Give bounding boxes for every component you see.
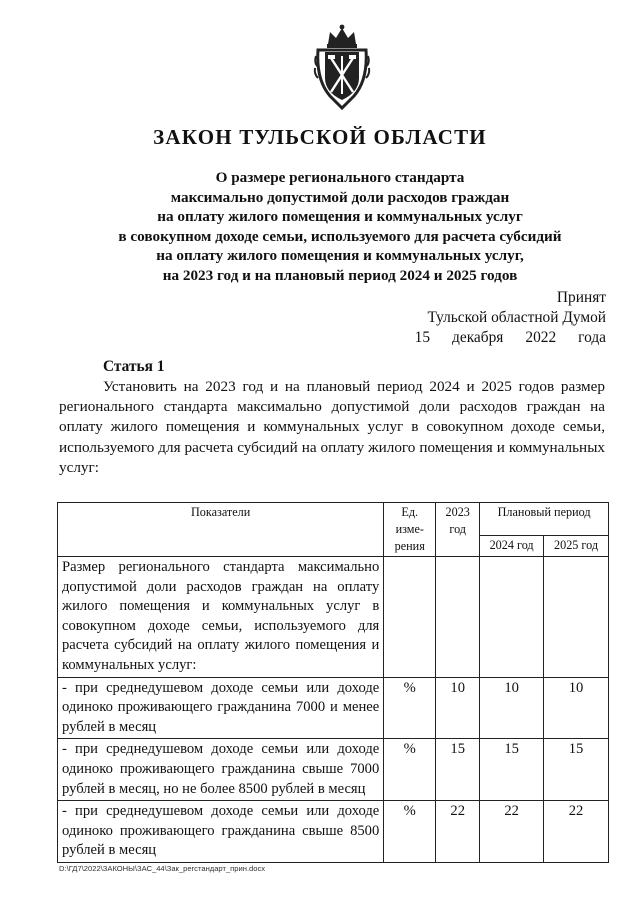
- table-row: [58, 801, 609, 863]
- row-value-2024: 22: [480, 801, 544, 863]
- row-unit: %: [384, 677, 436, 739]
- subject-line: в совокупном доходе семьи, используемого для расчета субсидий: [118, 227, 562, 245]
- row-value-2025: 15: [544, 739, 609, 801]
- subject-line: О размере регионального стандарта: [215, 169, 465, 186]
- adoption-year: 2022: [525, 329, 557, 346]
- table-row: [58, 739, 609, 801]
- subject-line: максимально допустимой доли расходов граждан: [170, 188, 510, 206]
- file-path-footer: D:\ГД7\2022\ЗАКОНЫ\ЗАС_44\Зак_регстандарт_прин.docx: [59, 864, 266, 873]
- adoption-date: [415, 328, 606, 348]
- article-heading: Статья 1: [103, 358, 165, 375]
- adopting-body: Тульской областной Думой: [427, 309, 606, 326]
- adoption-year-word: года: [578, 329, 606, 346]
- law-subject: [60, 168, 620, 286]
- row-value-2023: 10: [436, 677, 480, 739]
- table-row: [58, 677, 609, 739]
- header-unit: Ед. изме-рения: [384, 503, 436, 557]
- row-label: - при среднедушевом доходе семьи или доходе одиноко проживающего гражданина свыше 8500 рублей в месяц: [58, 801, 384, 863]
- row-value-2023: 22: [436, 801, 480, 863]
- empty-cell: [544, 557, 609, 678]
- row-value-2025: 22: [544, 801, 609, 863]
- row-label: - при среднедушевом доходе семьи или доходе одиноко проживающего гражданина свыше 7000 рублей в месяц, но не более 8500 рублей в месяц: [58, 739, 384, 801]
- header-2024: 2024 год: [480, 536, 544, 557]
- row-value-2024: 15: [480, 739, 544, 801]
- row-value-2025: 10: [544, 677, 609, 739]
- adoption-block: [415, 288, 606, 348]
- adopted-label: Принят: [556, 289, 606, 306]
- row-value-2024: 10: [480, 677, 544, 739]
- standards-table: [57, 502, 609, 863]
- header-2023: 2023 год: [436, 503, 480, 557]
- subject-line: на оплату жилого помещения и коммунальных услуг: [157, 208, 523, 226]
- coat-of-arms-emblem: [310, 22, 374, 110]
- empty-cell: [480, 557, 544, 678]
- adoption-day: 15: [414, 329, 431, 346]
- row-label: - при среднедушевом доходе семьи или доходе одиноко проживающего гражданина 7000 и менее рублей в месяц: [58, 677, 384, 739]
- header-indicators: Показатели: [58, 503, 384, 557]
- table-header-row: [58, 503, 609, 536]
- row-unit: %: [384, 801, 436, 863]
- row-value-2023: 15: [436, 739, 480, 801]
- row-unit: %: [384, 739, 436, 801]
- table-row: [58, 557, 609, 678]
- subject-line: на 2023 год и на плановый период 2024 и 2025 годов: [162, 266, 518, 284]
- header-2025: 2025 год: [544, 536, 609, 557]
- empty-cell: [436, 557, 480, 678]
- subject-line: на оплату жилого помещения и коммунальных услуг,: [156, 247, 524, 265]
- law-title: ЗАКОН ТУЛЬСКОЙ ОБЛАСТИ: [153, 125, 487, 149]
- header-planned-period: Плановый период: [480, 503, 609, 536]
- empty-cell: [384, 557, 436, 678]
- section-title-cell: Размер регионального стандарта максимально допустимой доли расходов граждан на оплату жилого помещения и коммунальных услуг в совокупном доходе семьи, используемого для расчета субсидий на оплату жилого помещения и коммунальных услуг:: [58, 557, 384, 678]
- adoption-month: декабря: [452, 329, 504, 346]
- article-text: Установить на 2023 год и на плановый период 2024 и 2025 годов размер регионального стандарта максимально допустимой доли расходов граждан на оплату жилого помещения и коммунальных услуг в совокупном доходе семьи, используемого для расчета субсидий на оплату жилого помещения и коммунальных услуг:: [59, 378, 605, 476]
